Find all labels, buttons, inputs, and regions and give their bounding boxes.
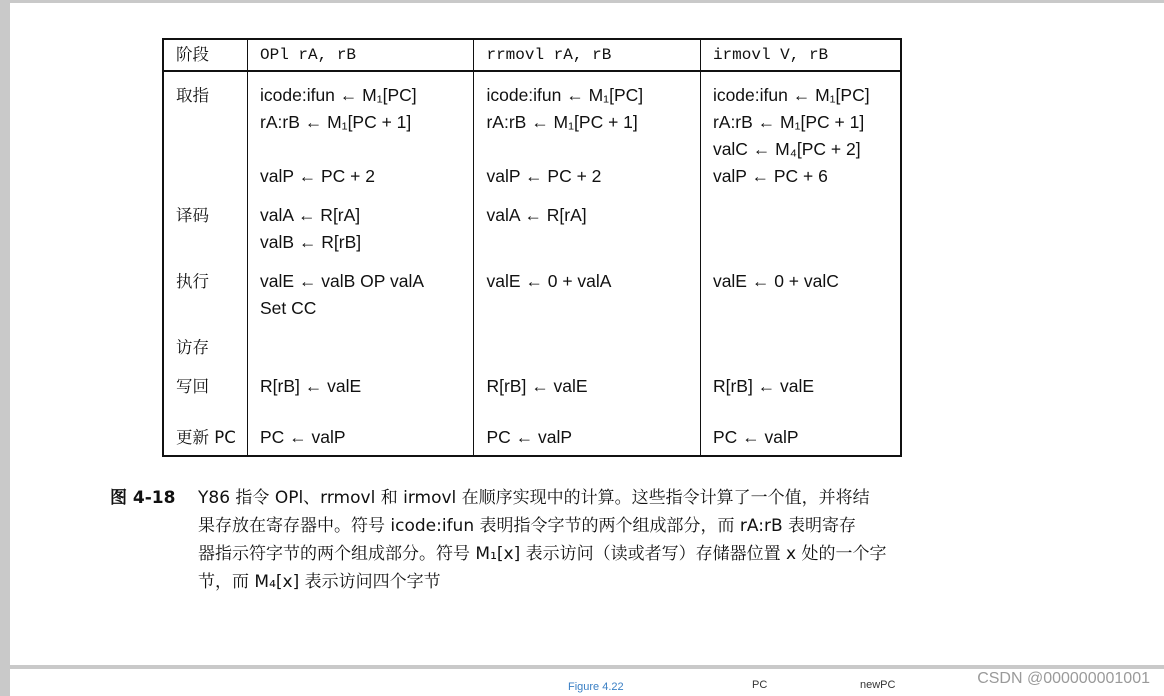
table-row <box>163 190 901 256</box>
computation-line: R[rB] ← valE <box>260 376 362 396</box>
computation-line: valP ← PC + 2 <box>486 166 602 186</box>
computation-line: valE ← 0 + valC <box>712 271 839 291</box>
opl-cell <box>248 71 474 190</box>
caption-line-2: 果存放在寄存器中。符号 icode:ifun 表明指令字节的两个组成部分，而 rA:rB 表明寄存 <box>198 516 857 536</box>
computation-line <box>260 334 473 361</box>
opl-cell <box>248 256 474 322</box>
stage-writeback <box>163 361 248 400</box>
table-row <box>163 256 901 322</box>
stage-label: 译码 <box>176 206 209 225</box>
rrmovl-cell <box>474 322 700 361</box>
computation-line <box>713 295 900 322</box>
caption-line-1 <box>110 484 1070 512</box>
header-irmovl: irmovl V, rB <box>700 39 901 71</box>
computation-line: icode:ifun ← M₁[PC] <box>486 85 644 105</box>
figure-label: Figure 4.22 <box>568 681 624 693</box>
computation-line: valP ← PC + 6 <box>712 166 828 186</box>
caption-text-1: Y86 指令 OPl、rrmovl 和 irmovl 在顺序实现中的计算。这些指令计算了一个值，并将结 <box>198 488 870 508</box>
computation-line <box>486 334 699 361</box>
irmovl-cell <box>700 361 901 400</box>
computation-line: rA:rB ← M₁[PC + 1] <box>260 112 412 132</box>
opl-cell <box>248 400 474 456</box>
table-row <box>163 71 901 190</box>
computation-line: rA:rB ← M₁[PC + 1] <box>486 112 638 132</box>
header-stage: 阶段 <box>163 39 248 71</box>
computation-line: R[rB] ← valE <box>486 376 588 396</box>
computation-line <box>713 334 900 361</box>
opl-cell <box>248 190 474 256</box>
opl-cell <box>248 322 474 361</box>
computation-line <box>486 295 699 322</box>
stage-decode <box>163 190 248 256</box>
computation-line: PC ← valP <box>712 427 799 447</box>
stage-pc-update <box>163 400 248 456</box>
csdn-watermark: CSDN @000000001001 <box>977 670 1150 687</box>
computation-line <box>486 136 699 163</box>
table-row <box>163 322 901 361</box>
stage-execute <box>163 256 248 322</box>
computation-line: PC ← valP <box>486 427 573 447</box>
header-rrmovl: rrmovl rA, rB <box>474 39 700 71</box>
computation-line: icode:ifun ← M₁[PC] <box>260 85 417 105</box>
rrmovl-cell <box>474 71 700 190</box>
computation-line: PC ← valP <box>260 427 346 447</box>
rrmovl-cell <box>474 361 700 400</box>
instruction-stage-table <box>162 38 902 457</box>
irmovl-cell <box>700 190 901 256</box>
caption-line-4: 节，而 M₄[x] 表示访问四个字节 <box>198 572 441 592</box>
figure-caption <box>110 484 1070 596</box>
table-row <box>163 361 901 400</box>
computation-line: valE ← 0 + valA <box>486 271 612 291</box>
computation-line: valC ← M₄[PC + 2] <box>712 139 861 159</box>
stage-label: 更新 PC <box>176 428 236 447</box>
stage-label: 执行 <box>176 272 209 291</box>
irmovl-cell <box>700 322 901 361</box>
computation-line: valB ← R[rB] <box>260 232 362 252</box>
rrmovl-cell <box>474 400 700 456</box>
computation-line: R[rB] ← valE <box>712 376 815 396</box>
computation-line <box>486 229 699 256</box>
header-opl: OPl rA, rB <box>248 39 474 71</box>
computation-line: icode:ifun ← M₁[PC] <box>712 85 870 105</box>
computation-line <box>713 202 900 229</box>
computation-line: valA ← R[rA] <box>260 205 361 225</box>
opl-cell <box>248 361 474 400</box>
newpc-label: newPC <box>860 679 896 691</box>
caption-line-3: 器指示符字节的两个组成部分。符号 M₁[x] 表示访问（读或者写）存储器位置 x 处的一个字 <box>198 544 887 564</box>
pc-label: PC <box>752 679 768 691</box>
stage-label: 访存 <box>176 338 209 357</box>
stage-label: 取指 <box>176 86 209 105</box>
stage-fetch <box>163 71 248 190</box>
computation-line: valE ← valB OP valA <box>260 271 425 291</box>
irmovl-cell <box>700 400 901 456</box>
irmovl-cell <box>700 256 901 322</box>
table-row <box>163 400 901 456</box>
caption-label: 图 4-18 <box>110 488 176 508</box>
computation-line <box>260 136 473 163</box>
computation-line: Set CC <box>260 298 317 318</box>
rrmovl-cell <box>474 190 700 256</box>
rrmovl-cell <box>474 256 700 322</box>
table-header-row <box>163 39 901 71</box>
computation-line: valP ← PC + 2 <box>260 166 375 186</box>
stage-memory <box>163 322 248 361</box>
computation-line: valA ← R[rA] <box>486 205 587 225</box>
stage-label: 写回 <box>176 377 209 396</box>
computation-line: rA:rB ← M₁[PC + 1] <box>712 112 865 132</box>
irmovl-cell <box>700 71 901 190</box>
computation-line <box>713 229 900 256</box>
